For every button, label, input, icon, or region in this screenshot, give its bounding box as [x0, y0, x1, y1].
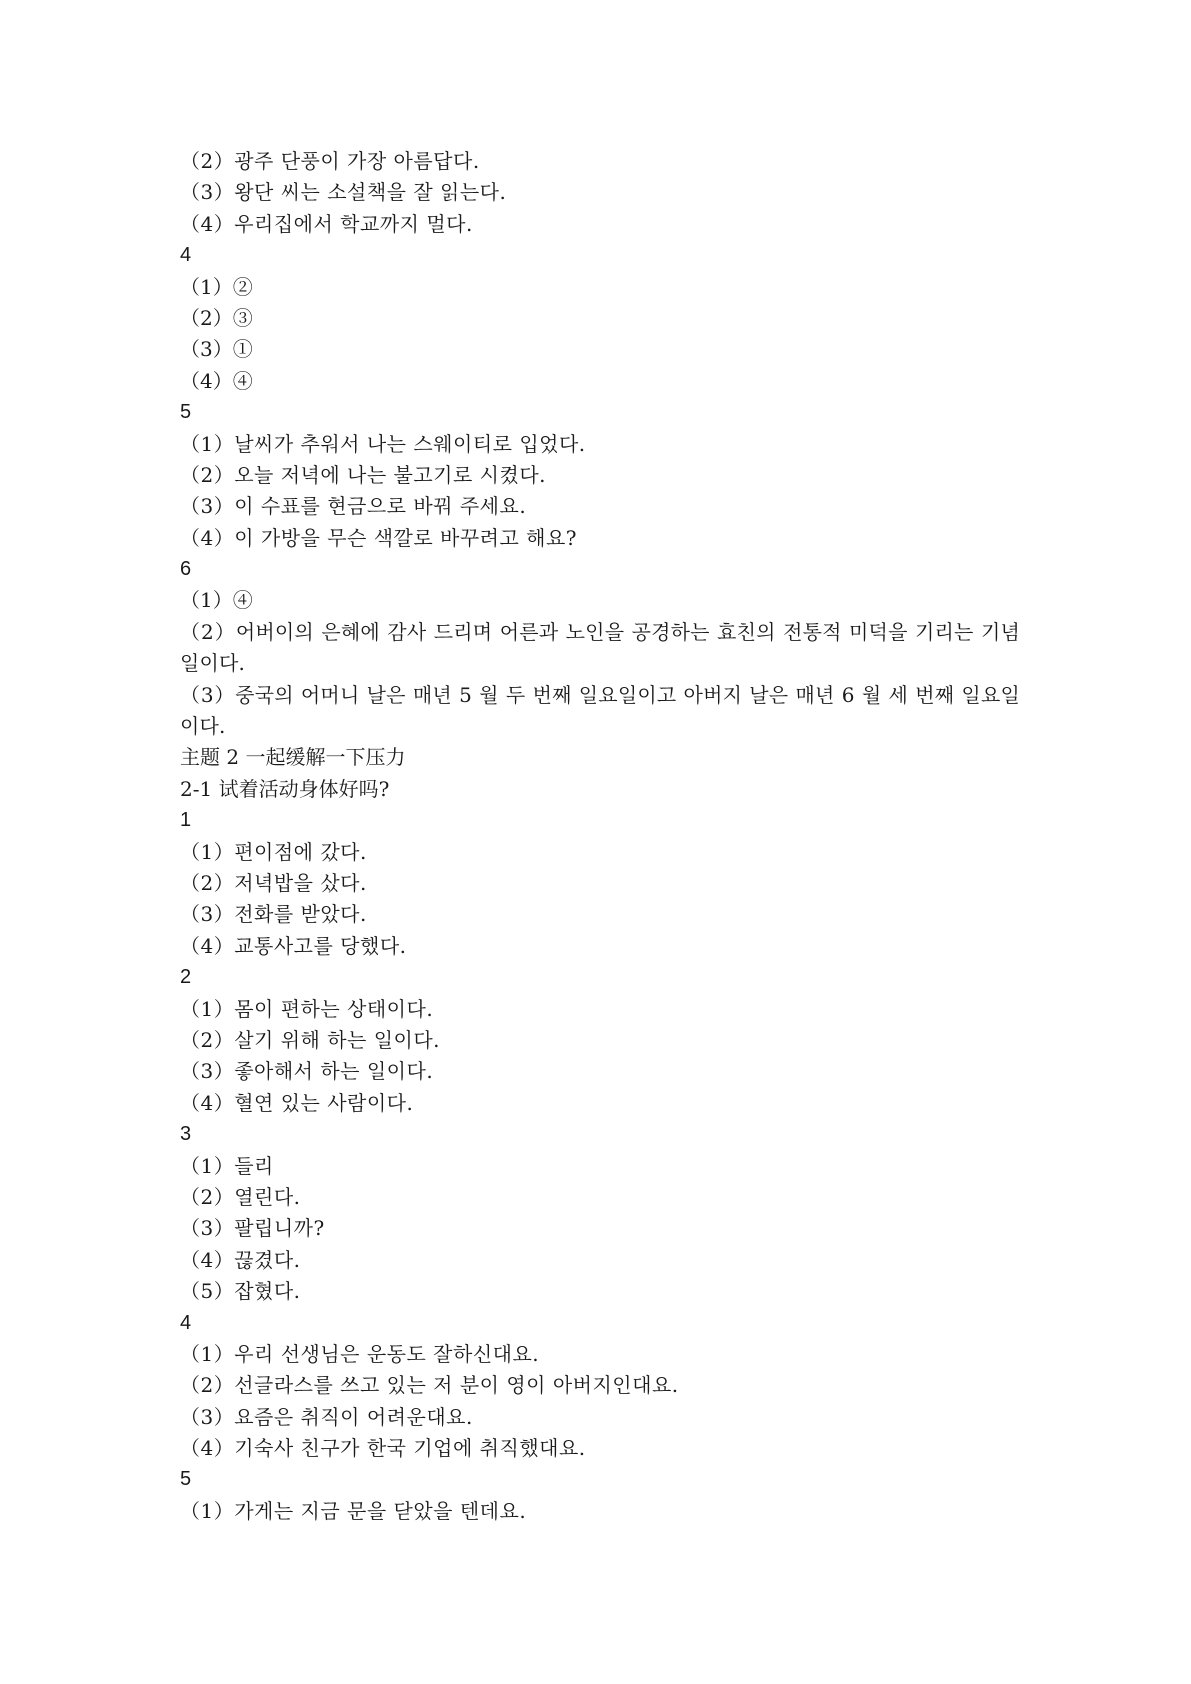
answer-line: （4）④ — [180, 368, 253, 393]
answer-line: （2）저녁밥을 샀다. — [180, 871, 367, 896]
answer-line: （2）살기 위해 하는 일이다. — [180, 1028, 441, 1052]
question-number: 6 — [180, 558, 192, 581]
answer-line: （2）광주 단풍이 가장 아름답다. — [180, 149, 480, 173]
answer-line: （3）이 수표를 현금으로 바꿔 주세요. — [180, 494, 527, 519]
answer-line: （4）이 가방을 무슨 색깔로 바꾸려고 해요? — [180, 525, 578, 550]
question-number: 4 — [180, 1311, 192, 1334]
answer-line: （5）잡혔다. — [180, 1279, 301, 1304]
answer-line: （1）몸이 편하는 상태이다. — [180, 996, 434, 1021]
question-number: 3 — [180, 1123, 192, 1146]
question-number: 2 — [180, 966, 192, 989]
question-number: 5 — [180, 1468, 192, 1491]
section-heading: 主题 2 一起缓解一下压力 — [180, 745, 406, 770]
answer-line: （3）요즘은 취직이 어려운대요. — [180, 1404, 473, 1429]
answer-line: （4）끊겼다. — [180, 1247, 301, 1272]
answer-line: （4）기숙사 친구가 한국 기업에 취직했대요. — [180, 1436, 586, 1461]
answer-line: （3）팔립니까? — [180, 1216, 325, 1241]
answer-line: （2）③ — [180, 305, 253, 330]
answer-key-text — [180, 146, 1020, 1527]
answer-line: （4）혈연 있는 사람이다. — [180, 1090, 414, 1115]
answer-line: （1）② — [180, 274, 253, 299]
answer-line: （2）선글라스를 쓰고 있는 저 분이 영이 아버지인대요. — [180, 1373, 679, 1398]
answer-line: （1）편이점에 갔다. — [180, 839, 367, 864]
answer-line: （2）오늘 저녁에 나는 불고기로 시켰다. — [180, 462, 546, 487]
answer-line: （3）왕단 씨는 소설책을 잘 읽는다. — [180, 180, 507, 205]
answer-line: （1）들리 — [180, 1153, 274, 1178]
question-number: 5 — [180, 401, 192, 424]
question-number: 4 — [180, 244, 192, 267]
answer-line: （4）우리집에서 학교까지 멀다. — [180, 211, 473, 236]
answer-line: （3）전화를 받았다. — [180, 902, 367, 927]
answer-paragraph: （3）중국의 어머니 날은 매년 5 월 두 번째 일요일이고 아버지 날은 매년 6 월 세 번째 일요일이다. — [180, 682, 1020, 739]
subsection-heading: 2-1 试着活动身体好吗? — [180, 776, 390, 801]
answer-line: （1）가게는 지금 문을 닫았을 텐데요. — [180, 1498, 527, 1523]
answer-line: （3）① — [180, 337, 253, 362]
answer-line: （2）열린다. — [180, 1184, 301, 1209]
answer-line: （1）날씨가 추워서 나는 스웨이티로 입었다. — [180, 431, 586, 456]
answer-paragraph: （2）어버이의 은혜에 감사 드리며 어른과 노인을 공경하는 효친의 전통적 미덕을 기리는 기념일이다. — [180, 619, 1020, 676]
answer-line: （1）우리 선생님은 운동도 잘하신대요. — [180, 1341, 540, 1366]
answer-line: （1）④ — [180, 588, 253, 613]
answer-line: （4）교통사고를 당했다. — [180, 933, 407, 958]
answer-line: （3）좋아해서 하는 일이다. — [180, 1059, 434, 1084]
question-number: 1 — [180, 809, 192, 832]
